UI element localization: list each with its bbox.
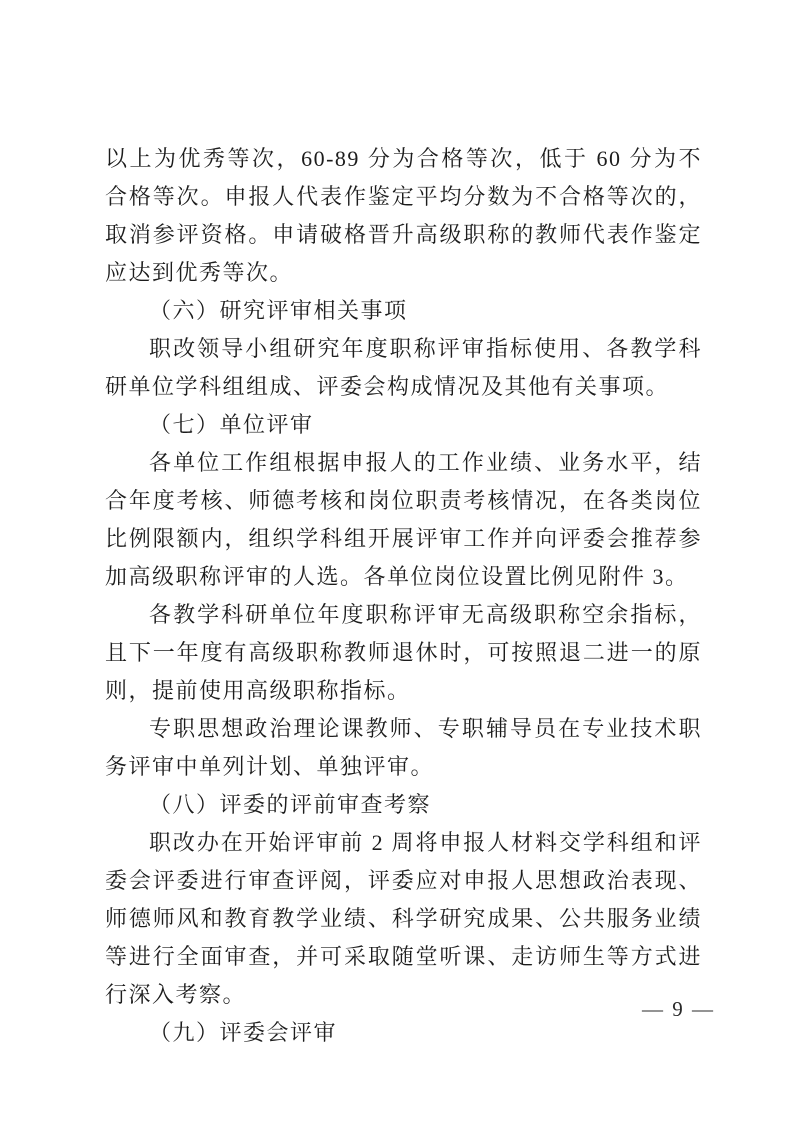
page-number: — 9 — bbox=[642, 997, 715, 1021]
section-heading-9: （九）评委会评审 bbox=[149, 1020, 338, 1045]
section-heading-6: （六）研究评审相关事项 bbox=[149, 298, 408, 323]
paragraph: 职改办在开始评审前 2 周将申报人材料交学科组和评委会评委进行审查评阅，评委应对申报人思想政治表现、师德师风和教育教学业绩、科学研究成果、公共服务业绩等进行全面审查，并可采取随堂听课、走访师生等方式进行深入考察。 bbox=[105, 830, 702, 1007]
paragraph: 各教学科研单位年度职称评审无高级职称空余指标，且下一年度有高级职称教师退休时，可按照退二进一的原则，提前使用高级职称指标。 bbox=[105, 602, 702, 703]
paragraph: 专职思想政治理论课教师、专职辅导员在专业技术职务评审中单列计划、单独评审。 bbox=[105, 716, 702, 779]
paragraph: 各单位工作组根据申报人的工作业绩、业务水平，结合年度考核、师德考核和岗位职责考核情况，在各类岗位比例限额内，组织学科组开展评审工作并向评委会推荐参加高级职称评审的人选。各单位岗位设置比例见附件 3。 bbox=[105, 450, 702, 589]
document-body bbox=[105, 140, 702, 1052]
paragraph-continuation: 以上为优秀等次，60-89 分为合格等次，低于 60 分为不合格等次。申报人代表作鉴定平均分数为不合格等次的，取消参评资格。申请破格晋升高级职称的教师代表作鉴定应达到优秀等次。 bbox=[105, 146, 702, 285]
paragraph: 职改领导小组研究年度职称评审指标使用、各教学科研单位学科组组成、评委会构成情况及其他有关事项。 bbox=[105, 336, 702, 399]
section-heading-8: （八）评委的评前审查考察 bbox=[149, 792, 432, 817]
section-heading-7: （七）单位评审 bbox=[149, 412, 314, 437]
